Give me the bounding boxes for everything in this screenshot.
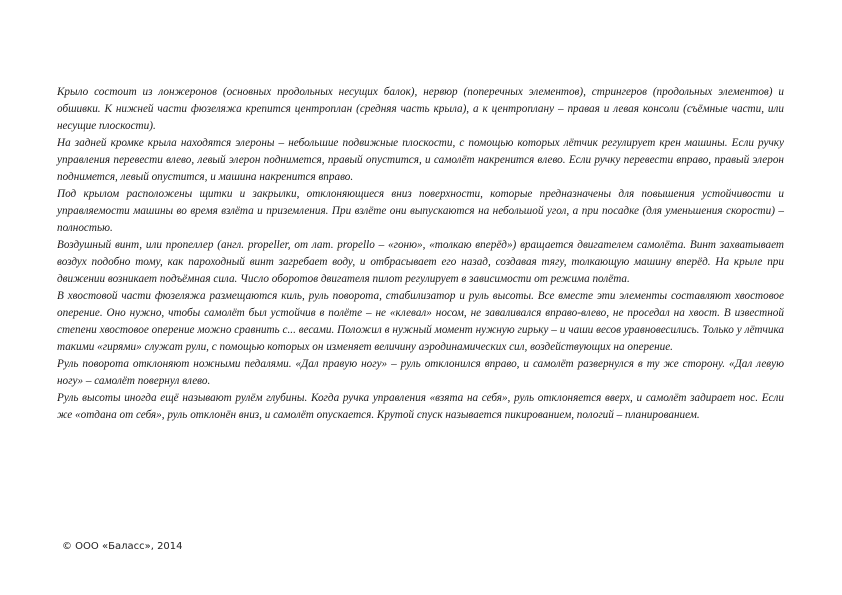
paragraph-tail-unit: В хвостовой части фюзеляжа размещаются киль, руль поворота, стабилизатор и руль высоты. Все вместе эти элементы составляют хвостовое оперение. Оно нужно, чтобы самолёт был устойчив в полёте – не «клевал» носом, не заваливался вправо-влево, не проседал на хвост. В известной степени хвостовое оперение можно сравнить с... весами. Положил в нужный момент нужную гирьку – и чаши весов уравновесились. Только у лётчика такими «гирями» служат рули, с помощью которых он изменяет величину аэродинамических сил, воздействующих на оперение. [57, 290, 784, 353]
paragraph-propeller: Воздушный винт, или пропеллер (англ. propeller, от лат. propello – «гоню», «толкаю вперёд») вращается двигателем самолёта. Винт захватывает воздух подобно тому, как пароходный винт загребает воду, и отбрасывает его назад, создавая тягу, толкающую машину вперёд. На крыле при движении возникает подъёмная сила. Число оборотов двигателя пилот регулирует в зависимости от режима полёта. [57, 239, 784, 285]
paragraph-wing-structure: Крыло состоит из лонжеронов (основных продольных несущих балок), нервюр (поперечных элементов), стрингеров (продольных элементов) и обшивки. К нижней части фюзеляжа крепится центроплан (средняя часть крыла), а к центроплану – правая и левая консоли (съёмные части, или несущие плоскости). [57, 86, 784, 132]
paragraph-flaps: Под крылом расположены щитки и закрылки, отклоняющиеся вниз поверхности, которые предназначены для повышения устойчивости и управляемости машины во время взлёта и приземления. При взлёте они выпускаются на небольшой угол, а при посадке (для уменьшения скорости) – полностью. [57, 188, 784, 234]
paragraph-rudder: Руль поворота отклоняют ножными педалями. «Дал правую ногу» – руль отклонился вправо, и самолёт развернулся в ту же сторону. «Дал левую ногу» – самолёт повернул влево. [57, 358, 784, 387]
paragraph-elevator: Руль высоты иногда ещё называют рулём глубины. Когда ручка управления «взята на себя», руль отклоняется вверх, и самолёт задирает нос. Если же «отдана от себя», руль отклонён вниз, и самолёт опускается. Крутой спуск называется пикированием, пологий – планированием. [57, 392, 784, 421]
copyright-notice: © ООО «Баласс», 2014 [62, 541, 183, 552]
body-text [57, 84, 784, 424]
paragraph-ailerons: На задней кромке крыла находятся элероны – небольшие подвижные плоскости, с помощью которых лётчик регулирует крен машины. Если ручку управления перевести влево, левый элерон поднимется, правый опустится, и самолёт накренится влево. Если ручку перевести вправо, правый элерон поднимется, левый опустится, и машина накренится вправо. [57, 137, 784, 183]
